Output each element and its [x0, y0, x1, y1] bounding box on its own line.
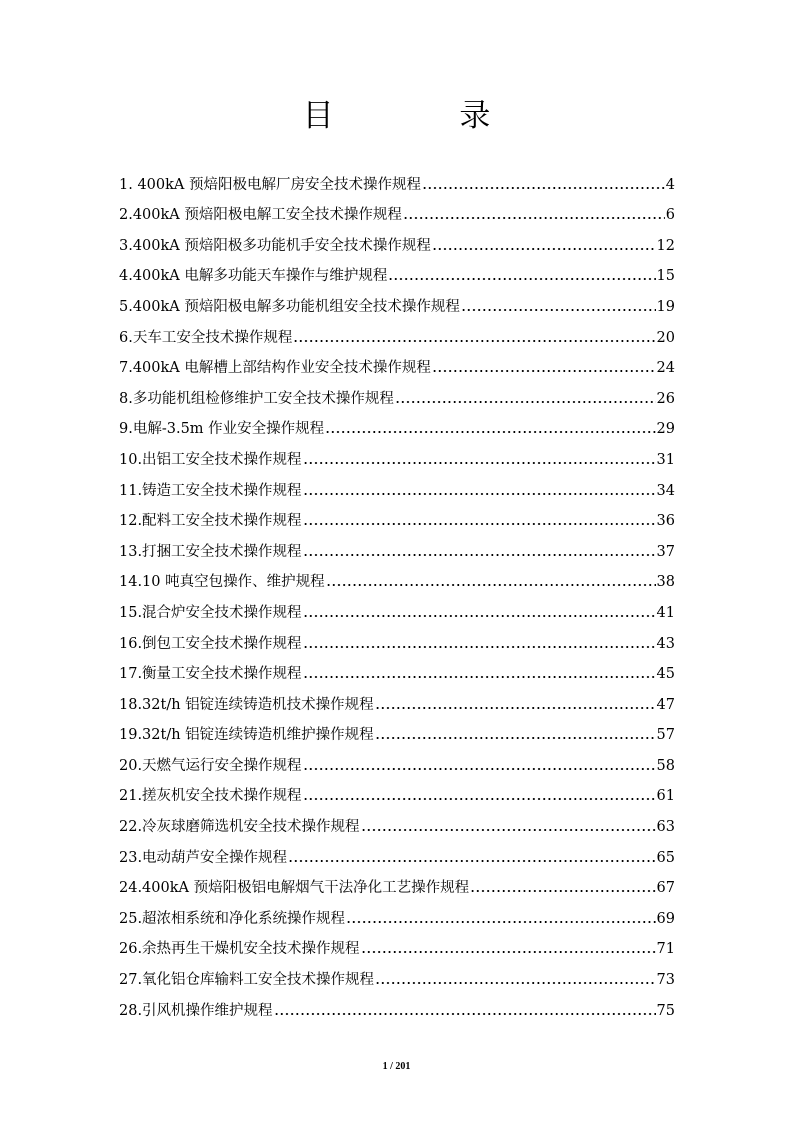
toc-entry-title: 8.多功能机组检修维护工安全技术操作规程 [119, 390, 394, 407]
toc-entry-title: 2.400kA 预焙阳极电解工安全技术操作规程 [119, 207, 402, 224]
toc-entry[interactable] [119, 564, 675, 595]
toc-entry[interactable] [119, 961, 675, 992]
toc-entry[interactable] [119, 441, 675, 472]
toc-entry[interactable] [119, 656, 675, 687]
toc-entry-page: 6 [665, 207, 675, 224]
dot-leader [303, 754, 656, 778]
toc-entry-page: 71 [656, 941, 675, 958]
toc-entry-page: 37 [656, 543, 675, 560]
toc-entry[interactable] [119, 594, 675, 625]
toc-entry-title: 20.天燃气运行安全操作规程 [119, 757, 302, 774]
dot-leader [395, 387, 656, 411]
toc-entry-title: 17.衡量工安全技术操作规程 [119, 666, 302, 683]
toc-entry-title: 5.400kA 预焙阳极电解多功能机组安全技术操作规程 [119, 298, 460, 315]
dot-leader [346, 907, 655, 931]
toc-entry-title: 12.配料工安全技术操作规程 [119, 513, 302, 530]
dot-leader [303, 632, 656, 656]
toc-entry-page: 73 [656, 972, 675, 989]
toc-entry-title: 9.电解-3.5m 作业安全操作规程 [119, 421, 325, 438]
dot-leader [403, 203, 665, 227]
dot-leader [303, 479, 656, 503]
toc-entry-title: 25.超浓相系统和净化系统操作规程 [119, 910, 346, 927]
toc-entry-title: 14.10 吨真空包操作、维护规程 [119, 574, 325, 591]
dot-leader [326, 570, 656, 594]
toc-entry[interactable] [119, 319, 675, 350]
toc-entry[interactable] [119, 808, 675, 839]
toc-entry[interactable] [119, 258, 675, 289]
dot-leader [303, 448, 656, 472]
toc-entry-page: 75 [656, 1002, 675, 1019]
toc-entry[interactable] [119, 686, 675, 717]
toc-entry-page: 43 [656, 635, 675, 652]
toc-entry[interactable] [119, 380, 675, 411]
dot-leader [470, 876, 655, 900]
toc-entry-page: 36 [656, 513, 675, 530]
toc-entry-title: 28.引风机操作维护规程 [119, 1002, 273, 1019]
dot-leader [422, 173, 665, 197]
toc-entry-page: 31 [656, 451, 675, 468]
dot-leader [288, 846, 655, 870]
dot-leader [303, 784, 656, 808]
toc-entry-title: 11.铸造工安全技术操作规程 [119, 482, 302, 499]
toc-entry[interactable] [119, 931, 675, 962]
toc-entry-title: 23.电动葫芦安全操作规程 [119, 849, 288, 866]
toc-entry-title: 15.混合炉安全技术操作规程 [119, 604, 302, 621]
toc-entry-title: 24.400kA 预焙阳极铝电解烟气干法净化工艺操作规程 [119, 880, 470, 897]
dot-leader [325, 417, 655, 441]
toc-entry-page: 45 [656, 666, 675, 683]
toc-entry-title: 3.400kA 预焙阳极多功能机手安全技术操作规程 [119, 237, 431, 254]
toc-entry[interactable] [119, 870, 675, 901]
dot-leader [432, 356, 656, 380]
toc-entry-page: 15 [656, 268, 675, 285]
dot-leader [375, 693, 656, 717]
toc-entry-title: 22.冷灰球磨筛选机安全技术操作规程 [119, 819, 360, 836]
toc-entry-page: 61 [656, 788, 675, 805]
toc-entry[interactable] [119, 350, 675, 381]
toc-entry-page: 65 [656, 849, 675, 866]
toc-entry[interactable] [119, 533, 675, 564]
toc-entry[interactable] [119, 197, 675, 228]
toc-entry-page: 57 [656, 727, 675, 744]
toc-entry-page: 47 [656, 696, 675, 713]
toc-entry-title: 19.32t/h 铝锭连续铸造机维护操作规程 [119, 727, 374, 744]
toc-entry-page: 67 [656, 880, 675, 897]
toc-entry-page: 4 [665, 176, 675, 193]
dot-leader [303, 662, 656, 686]
toc-entry-page: 24 [656, 360, 675, 377]
toc-entry-page: 29 [656, 421, 675, 438]
toc-entry-page: 12 [656, 237, 675, 254]
toc-entry[interactable] [119, 288, 675, 319]
toc-entry-title: 13.打捆工安全技术操作规程 [119, 543, 302, 560]
toc-entry[interactable] [119, 900, 675, 931]
toc-entry[interactable] [119, 625, 675, 656]
dot-leader [461, 295, 656, 319]
toc-entry[interactable] [119, 503, 675, 534]
toc-entry-page: 41 [656, 604, 675, 621]
toc-entry-title: 7.400kA 电解槽上部结构作业安全技术操作规程 [119, 360, 431, 377]
toc-entry[interactable] [119, 717, 675, 748]
toc-entry-title: 27.氧化铝仓库输料工安全技术操作规程 [119, 972, 375, 989]
toc-entry-title: 21.搓灰机安全技术操作规程 [119, 788, 302, 805]
toc-entry-page: 63 [656, 819, 675, 836]
dot-leader [375, 968, 655, 992]
dot-leader [303, 601, 656, 625]
dot-leader [375, 723, 656, 747]
toc-entry[interactable] [119, 166, 675, 197]
toc-entry-page: 38 [656, 574, 675, 591]
toc-entry-page: 19 [656, 298, 675, 315]
toc-entry-page: 58 [656, 757, 675, 774]
dot-leader [303, 540, 656, 564]
toc-entry-title: 4.400kA 电解多功能天车操作与维护规程 [119, 268, 388, 285]
toc-title: 目 录 [302, 98, 549, 134]
dot-leader [432, 234, 656, 258]
toc-entry[interactable] [119, 472, 675, 503]
toc-entry-title: 18.32t/h 铝锭连续铸造机技术操作规程 [119, 696, 374, 713]
toc-entry-page: 69 [656, 910, 675, 927]
toc-entry[interactable] [119, 992, 675, 1023]
dot-leader [361, 815, 656, 839]
toc-entry-page: 26 [656, 390, 675, 407]
toc-entry-page: 34 [656, 482, 675, 499]
toc-entry[interactable] [119, 839, 675, 870]
toc-entry[interactable] [119, 778, 675, 809]
toc-entry-title: 6.天车工安全技术操作规程 [119, 329, 293, 346]
dot-leader [388, 264, 655, 288]
toc-entry-title: 1. 400kA 预焙阳极电解厂房安全技术操作规程 [119, 176, 421, 193]
toc-entry[interactable] [119, 747, 675, 778]
page-number-footer: 1 / 201 [382, 1061, 411, 1072]
dot-leader [303, 509, 656, 533]
toc-entry[interactable] [119, 227, 675, 258]
toc-entry[interactable] [119, 411, 675, 442]
toc-entry-title: 26.余热再生干燥机安全技术操作规程 [119, 941, 360, 958]
table-of-contents [119, 166, 675, 1023]
toc-entry-title: 16.倒包工安全技术操作规程 [119, 635, 302, 652]
dot-leader [274, 999, 656, 1023]
dot-leader [293, 326, 655, 350]
toc-entry-page: 20 [656, 329, 675, 346]
toc-entry-title: 10.出铝工安全技术操作规程 [119, 451, 302, 468]
dot-leader [361, 937, 656, 961]
